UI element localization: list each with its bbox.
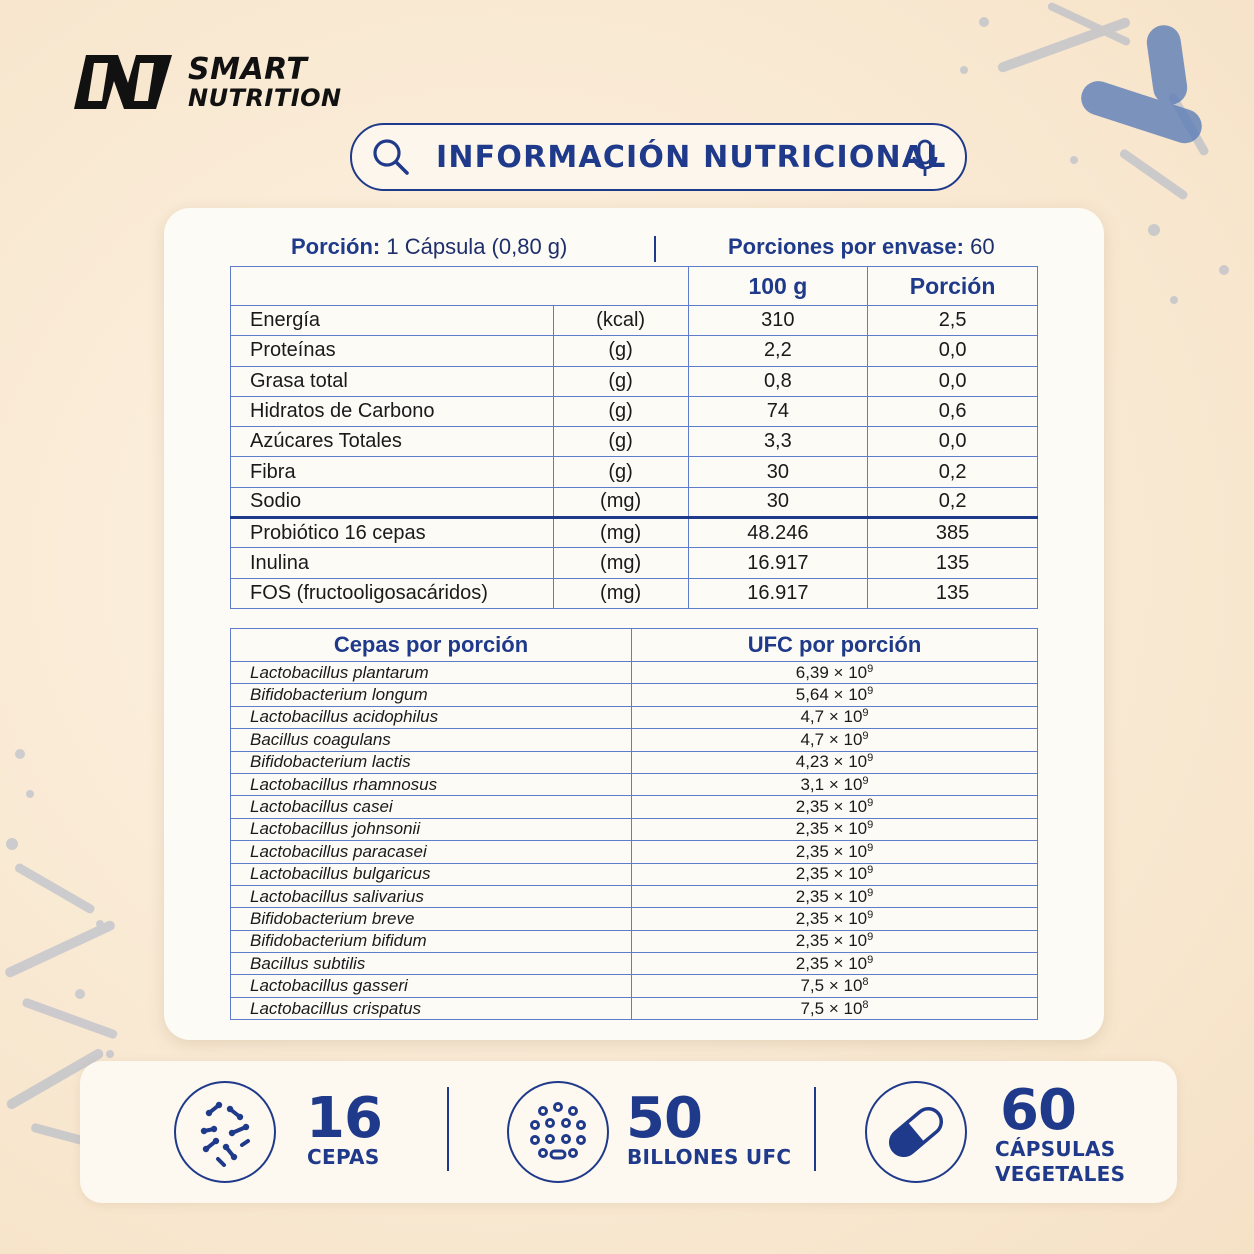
cfu-times-ten: × 10 xyxy=(824,774,863,794)
strain-row xyxy=(231,975,1038,997)
nutrient-name: Azúcares Totales xyxy=(231,427,554,457)
bacteria-icon xyxy=(176,1083,274,1181)
cfu-mantissa: 6,39 xyxy=(795,662,829,682)
strain-name: Lactobacillus bulgaricus xyxy=(231,863,632,885)
value-per-portion: 0,2 xyxy=(868,457,1038,487)
strain-row xyxy=(231,930,1038,952)
cfu-exponent: 9 xyxy=(867,819,874,832)
strain-name: Bifidobacterium breve xyxy=(231,908,632,930)
value-per-100g: 30 xyxy=(688,487,868,517)
serving-info xyxy=(164,228,1104,266)
header-per-portion: Porción xyxy=(868,267,1038,306)
strain-name: Bifidobacterium lactis xyxy=(231,751,632,773)
strain-name: Lactobacillus salivarius xyxy=(231,885,632,907)
nutrient-name: Fibra xyxy=(231,457,554,487)
strain-cfu xyxy=(632,773,1038,795)
cfu-exponent: 9 xyxy=(867,685,874,698)
cfu-mantissa: 7,5 xyxy=(800,998,825,1018)
cfu-times-ten: × 10 xyxy=(828,953,868,973)
strains-table xyxy=(230,628,1038,1020)
cfu-times-ten: × 10 xyxy=(824,729,863,749)
cfu-mantissa: 2,35 xyxy=(795,886,829,906)
nutrition-table xyxy=(230,266,1038,609)
strain-row xyxy=(231,863,1038,885)
cfu-times-ten: × 10 xyxy=(824,707,863,727)
cfu-times-ten: × 10 xyxy=(828,662,868,682)
stat-icon-circle-2 xyxy=(507,1081,609,1183)
strain-cfu xyxy=(632,953,1038,975)
strain-name: Bifidobacterium bifidum xyxy=(231,930,632,952)
value-per-100g: 16.917 xyxy=(688,578,868,608)
strain-cfu xyxy=(632,751,1038,773)
cfu-times-ten: × 10 xyxy=(828,752,868,772)
strain-row xyxy=(231,818,1038,840)
stat-icon-circle-1 xyxy=(174,1081,276,1183)
search-bar[interactable] xyxy=(350,123,967,191)
nutrition-row xyxy=(231,366,1038,396)
strain-cfu xyxy=(632,818,1038,840)
nutrition-header-row xyxy=(231,267,1038,306)
value-per-portion: 0,6 xyxy=(868,396,1038,426)
search-icon[interactable] xyxy=(370,136,412,178)
nutrient-unit: (g) xyxy=(553,457,688,487)
nutrient-unit: (g) xyxy=(553,396,688,426)
stat-capsules-number: 60 xyxy=(1000,1078,1076,1143)
cfu-times-ten: × 10 xyxy=(828,797,868,817)
strain-cfu xyxy=(632,930,1038,952)
cfu-exponent: 9 xyxy=(867,864,874,877)
strain-row xyxy=(231,662,1038,684)
cfu-exponent: 9 xyxy=(867,886,874,899)
value-per-portion: 2,5 xyxy=(868,306,1038,336)
strain-name: Lactobacillus casei xyxy=(231,796,632,818)
strain-row xyxy=(231,684,1038,706)
value-per-portion: 135 xyxy=(868,548,1038,578)
nutrient-name: Inulina xyxy=(231,548,554,578)
strain-cfu xyxy=(632,975,1038,997)
strain-cfu xyxy=(632,908,1038,930)
strain-row xyxy=(231,885,1038,907)
value-per-portion: 0,0 xyxy=(868,366,1038,396)
brand-name-line2: NUTRITION xyxy=(188,83,342,112)
nutrient-unit: (mg) xyxy=(553,487,688,517)
value-per-100g: 48.246 xyxy=(688,518,868,548)
servings-label: Porciones por envase: xyxy=(728,234,964,259)
strain-row xyxy=(231,796,1038,818)
cfu-exponent: 9 xyxy=(867,931,874,944)
strain-cfu xyxy=(632,863,1038,885)
cfu-mantissa: 4,7 xyxy=(800,729,825,749)
cfu-mantissa: 2,35 xyxy=(795,931,829,951)
strain-cfu xyxy=(632,885,1038,907)
servings-value: 60 xyxy=(970,234,995,259)
cfu-times-ten: × 10 xyxy=(828,908,868,928)
cfu-exponent: 9 xyxy=(867,797,874,810)
cfu-mantissa: 2,35 xyxy=(795,797,829,817)
value-per-100g: 310 xyxy=(688,306,868,336)
cfu-times-ten: × 10 xyxy=(824,998,863,1018)
nutrient-unit: (kcal) xyxy=(553,306,688,336)
cfu-mantissa: 3,1 xyxy=(800,774,825,794)
nutrition-header-blank xyxy=(231,267,689,306)
nutrition-row xyxy=(231,578,1038,608)
stat-cfu-label: BILLONES UFC xyxy=(627,1145,792,1169)
strain-row xyxy=(231,706,1038,728)
value-per-100g: 0,8 xyxy=(688,366,868,396)
nutrient-name: Proteínas xyxy=(231,336,554,366)
cfu-times-ten: × 10 xyxy=(828,864,868,884)
nutrient-name: Energía xyxy=(231,306,554,336)
cfu-exponent: 9 xyxy=(867,953,874,966)
cfu-dots-icon xyxy=(509,1083,607,1181)
nutrition-row xyxy=(231,548,1038,578)
serving-divider xyxy=(654,236,656,262)
stat-strains-number: 16 xyxy=(306,1086,382,1151)
strain-row xyxy=(231,908,1038,930)
portion-label: Porción: xyxy=(291,234,381,259)
portion-value: 1 Cápsula (0,80 g) xyxy=(386,234,568,259)
nutrient-unit: (mg) xyxy=(553,518,688,548)
strain-row xyxy=(231,953,1038,975)
page-title: INFORMACIÓN NUTRICIONAL xyxy=(436,139,947,175)
stat-capsules-label-line1: CÁPSULAS xyxy=(995,1137,1116,1161)
strain-name: Bacillus subtilis xyxy=(231,953,632,975)
value-per-portion: 385 xyxy=(868,518,1038,548)
cfu-exponent: 9 xyxy=(862,729,869,742)
strain-cfu xyxy=(632,684,1038,706)
portion-info xyxy=(291,234,567,260)
nutrient-unit: (g) xyxy=(553,366,688,396)
strain-row xyxy=(231,773,1038,795)
cfu-exponent: 9 xyxy=(862,774,869,787)
cfu-mantissa: 4,23 xyxy=(795,752,829,772)
brand-logo xyxy=(74,52,342,112)
strain-name: Lactobacillus paracasei xyxy=(231,841,632,863)
stat-icon-circle-3 xyxy=(865,1081,967,1183)
cfu-mantissa: 4,7 xyxy=(800,707,825,727)
strain-name: Lactobacillus acidophilus xyxy=(231,706,632,728)
value-per-100g: 30 xyxy=(688,457,868,487)
servings-per-container xyxy=(728,234,995,260)
cfu-times-ten: × 10 xyxy=(828,931,868,951)
strain-cfu xyxy=(632,662,1038,684)
cfu-mantissa: 2,35 xyxy=(795,819,829,839)
strain-cfu xyxy=(632,796,1038,818)
cfu-mantissa: 2,35 xyxy=(795,953,829,973)
strain-name: Lactobacillus rhamnosus xyxy=(231,773,632,795)
nutrient-unit: (mg) xyxy=(553,548,688,578)
strain-name: Lactobacillus plantarum xyxy=(231,662,632,684)
cfu-mantissa: 7,5 xyxy=(800,976,825,996)
nutrition-row xyxy=(231,487,1038,517)
value-per-100g: 2,2 xyxy=(688,336,868,366)
strain-name: Bifidobacterium longum xyxy=(231,684,632,706)
cfu-mantissa: 5,64 xyxy=(795,685,829,705)
value-per-portion: 0,0 xyxy=(868,336,1038,366)
nutrition-card xyxy=(164,208,1104,1040)
stat-cfu-number: 50 xyxy=(626,1086,702,1151)
brand-name-line1: SMART xyxy=(188,51,308,87)
strain-row xyxy=(231,997,1038,1019)
header-per-100g: 100 g xyxy=(688,267,868,306)
stat-capsules-label-line2: VEGETALES xyxy=(995,1162,1126,1186)
nutrient-unit: (g) xyxy=(553,427,688,457)
cfu-exponent: 9 xyxy=(867,752,874,765)
header-strains: Cepas por porción xyxy=(231,629,632,662)
strain-row xyxy=(231,729,1038,751)
cfu-mantissa: 2,35 xyxy=(795,864,829,884)
strain-row xyxy=(231,841,1038,863)
stat-strains-label: CEPAS xyxy=(307,1145,380,1169)
nutrient-name: Hidratos de Carbono xyxy=(231,396,554,426)
nutrient-unit: (g) xyxy=(553,336,688,366)
cfu-times-ten: × 10 xyxy=(828,685,868,705)
cfu-mantissa: 2,35 xyxy=(795,841,829,861)
value-per-portion: 0,2 xyxy=(868,487,1038,517)
strains-header-row xyxy=(231,629,1038,662)
cfu-exponent: 9 xyxy=(867,662,874,675)
brand-mark-icon xyxy=(74,53,174,111)
strain-cfu xyxy=(632,706,1038,728)
cfu-times-ten: × 10 xyxy=(828,841,868,861)
cfu-exponent: 9 xyxy=(867,908,874,921)
cfu-times-ten: × 10 xyxy=(824,976,863,996)
nutrition-row xyxy=(231,518,1038,548)
cfu-exponent: 9 xyxy=(862,707,869,720)
nutrition-row xyxy=(231,457,1038,487)
strain-cfu xyxy=(632,841,1038,863)
strain-name: Lactobacillus johnsonii xyxy=(231,818,632,840)
cfu-times-ten: × 10 xyxy=(828,886,868,906)
strain-name: Bacillus coagulans xyxy=(231,729,632,751)
strain-cfu xyxy=(632,997,1038,1019)
stat-capsules-label xyxy=(995,1137,1126,1187)
strain-row xyxy=(231,751,1038,773)
nutrient-name: FOS (fructooligosacáridos) xyxy=(231,578,554,608)
nutrition-row xyxy=(231,427,1038,457)
microphone-icon[interactable] xyxy=(909,139,941,179)
header-cfu: UFC por porción xyxy=(632,629,1038,662)
nutrition-row xyxy=(231,306,1038,336)
highlights-bar xyxy=(80,1061,1177,1203)
cfu-exponent: 9 xyxy=(867,841,874,854)
value-per-portion: 0,0 xyxy=(868,427,1038,457)
value-per-portion: 135 xyxy=(868,578,1038,608)
cfu-exponent: 8 xyxy=(862,976,869,989)
cfu-mantissa: 2,35 xyxy=(795,908,829,928)
value-per-100g: 3,3 xyxy=(688,427,868,457)
nutrition-row xyxy=(231,336,1038,366)
cfu-exponent: 8 xyxy=(862,998,869,1011)
capsule-icon xyxy=(867,1083,965,1181)
nutrition-row xyxy=(231,396,1038,426)
nutrient-name: Grasa total xyxy=(231,366,554,396)
strain-name: Lactobacillus gasseri xyxy=(231,975,632,997)
strain-cfu xyxy=(632,729,1038,751)
stat-divider-2 xyxy=(814,1087,816,1171)
strain-name: Lactobacillus crispatus xyxy=(231,997,632,1019)
nutrient-name: Probiótico 16 cepas xyxy=(231,518,554,548)
nutrient-unit: (mg) xyxy=(553,578,688,608)
value-per-100g: 16.917 xyxy=(688,548,868,578)
nutrient-name: Sodio xyxy=(231,487,554,517)
stat-divider-1 xyxy=(447,1087,449,1171)
value-per-100g: 74 xyxy=(688,396,868,426)
cfu-times-ten: × 10 xyxy=(828,819,868,839)
